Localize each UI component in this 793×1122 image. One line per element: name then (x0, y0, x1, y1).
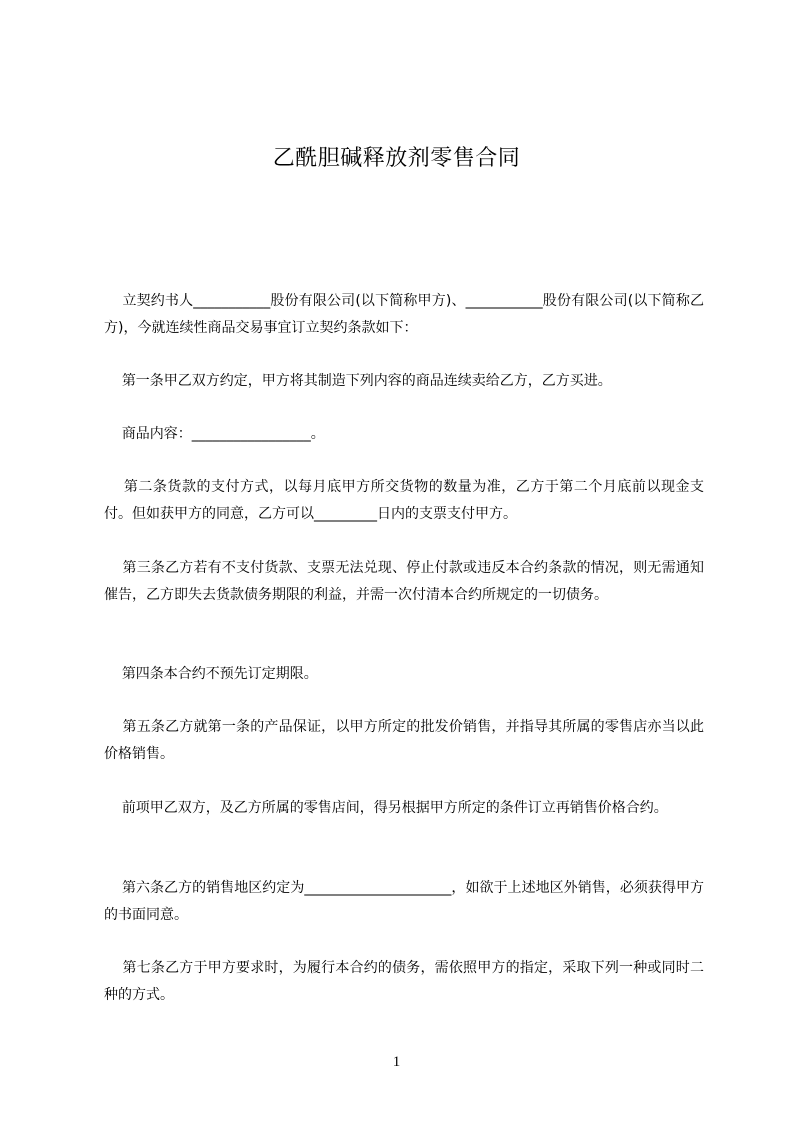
page-number: 1 (392, 1054, 401, 1070)
paragraph-goods-content: 商品内容：_________________。 (104, 426, 325, 442)
paragraph-article-3: 第三条乙方若有不支付货款、支票无法兑现、停止付款或违反本合约条款的情况，则无需通知催告，乙方即失去货款债务期限的利益，并需一次付清本合约所规定的一切债务。 (104, 560, 704, 603)
paragraph-article-6: 第六条乙方的销售地区约定为_____________________，如欲于上述地区外销售，必须获得甲方的书面同意。 (104, 880, 704, 923)
paragraph-article-5: 第五条乙方就第一条的产品保证，以甲方所定的批发价销售，并指导其所属的零售店亦当以此价格销售。 (104, 719, 704, 762)
paragraph-article-5-supplement: 前项甲乙双方，及乙方所属的零售店间，得另根据甲方所定的条件订立再销售价格合约。 (104, 800, 668, 816)
paragraph-article-1: 第一条甲乙双方约定，甲方将其制造下列内容的商品连续卖给乙方，乙方买进。 (104, 373, 612, 389)
document-title: 乙酰胆碱释放剂零售合同 (272, 146, 521, 171)
paragraph-article-7: 第七条乙方于甲方要求时，为履行本合约的债务，需依照甲方的指定，采取下列一种或同时二种的方式。 (104, 960, 704, 1003)
paragraph-preamble: 立契约书人___________股份有限公司(以下简称甲方)、___________股份有限公司(以下简称乙方)，今就连续性商品交易事宜订立契约条款如下： (104, 293, 704, 336)
paragraph-article-4: 第四条本合约不预先订定期限。 (104, 666, 318, 682)
paragraph-article-2: 第二条货款的支付方式，以每月底甲方所交货物的数量为准，乙方于第二个月底前以现金支付。但如获甲方的同意，乙方可以_________日内的支票支付甲方。 (104, 479, 704, 522)
